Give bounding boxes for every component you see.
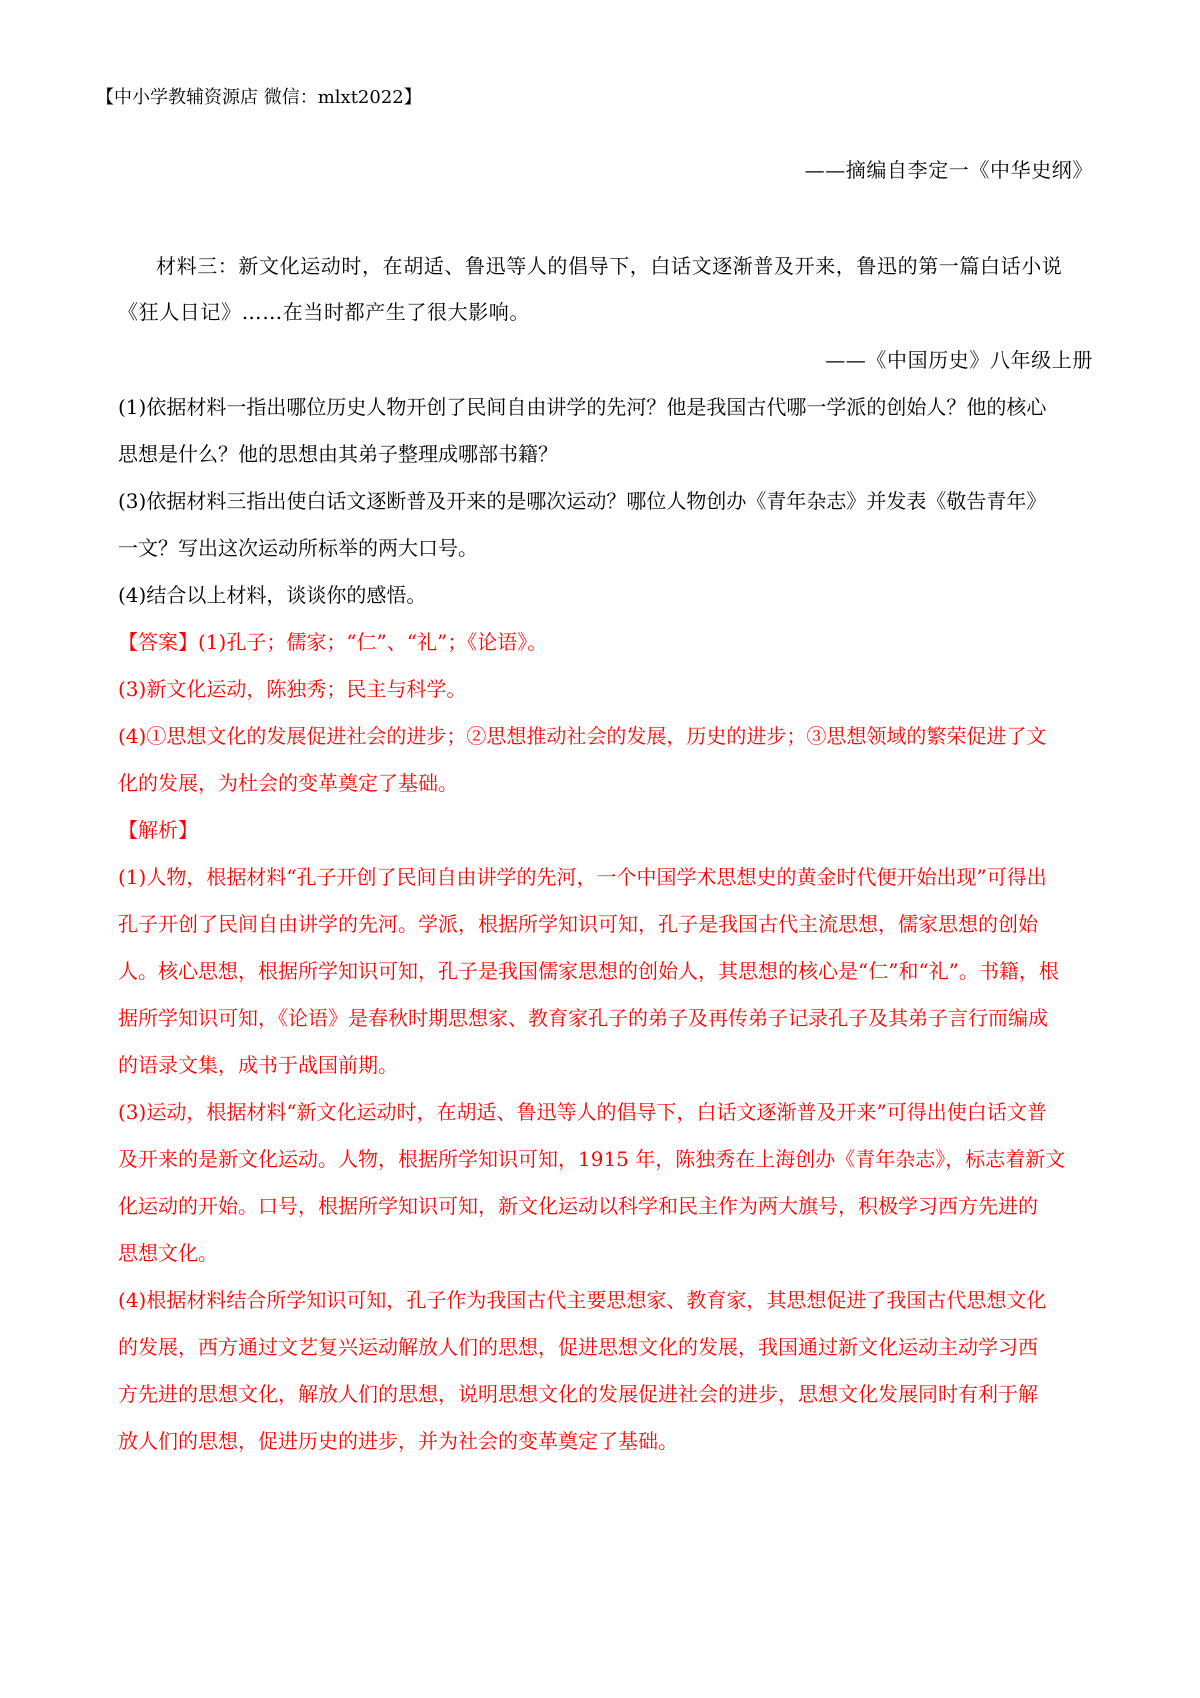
analysis-1: 据所学知识可知，《论语》是春秋时期思想家、教育家孔子的弟子及再传弟子记录孔子及其弟子言行而编成 [118, 1006, 1048, 1030]
analysis-1: 人。核心思想，根据所学知识可知，孔子是我国儒家思想的创始人，其思想的核心是“仁”和“礼”。书籍，根 [118, 959, 1059, 983]
material-three-text: 《狂人日记》……在当时都产生了很大影响。 [118, 300, 530, 324]
analysis-1: 孔子开创了民间自由讲学的先河。学派，根据所学知识可知，孔子是我国古代主流思想，儒家思想的创始 [118, 912, 1038, 936]
question-3: (3)依据材料三指出使白话文逐断普及开来的是哪次运动？哪位人物创办《青年杂志》并发表《敬告青年》 [118, 489, 1047, 513]
source-tag: 【中小学教辅资源店 微信：mlxt2022】 [96, 87, 422, 108]
question-1: 思想是什么？他的思想由其弟子整理成哪部书籍？ [118, 442, 558, 466]
analysis-4: (4)根据材料结合所学知识可知，孔子作为我国古代主要思想家、教育家，其思想促进了我国古代思想文化 [118, 1288, 1047, 1312]
analysis-3: 思想文化。 [118, 1241, 218, 1265]
analysis-3: 及开来的是新文化运动。人物，根据所学知识可知，1915 年，陈独秀在上海创办《青年杂志》，标志着新文 [118, 1147, 1066, 1171]
analysis-4: 放人们的思想，促进历史的进步，并为社会的变革奠定了基础。 [118, 1429, 678, 1453]
analysis-heading: 【解析】 [118, 818, 198, 842]
answer-3: (3)新文化运动，陈独秀；民主与科学。 [118, 677, 467, 701]
answer-1: 【答案】(1)孔子；儒家；“仁”、“礼”；《论语》。 [118, 630, 548, 654]
analysis-3: (3)运动，根据材料“新文化运动时，在胡适、鲁迅等人的倡导下，白话文逐渐普及开来”可得出使白话文普 [118, 1100, 1047, 1124]
analysis-1: 的语录文集，成书于战国前期。 [118, 1053, 398, 1077]
citation-material-two: ——摘编自李定一《中华史纲》 [804, 158, 1093, 182]
answer-4: (4)①思想文化的发展促进社会的进步；②思想推动社会的发展，历史的进步；③思想领域的繁荣促进了文 [118, 724, 1047, 748]
citation-material-three: ——《中国历史》八年级上册 [825, 348, 1093, 372]
analysis-4: 方先进的思想文化，解放人们的思想，说明思想文化的发展促进社会的进步，思想文化发展同时有利于解 [118, 1382, 1038, 1406]
analysis-1: (1)人物，根据材料“孔子开创了民间自由讲学的先河，一个中国学术思想史的黄金时代便开始出现”可得出 [118, 865, 1047, 889]
material-three-text: 材料三：新文化运动时，在胡适、鲁迅等人的倡导下，白话文逐渐普及开来，鲁迅的第一篇白话小说 [156, 254, 1063, 278]
analysis-4: 的发展，西方通过文艺复兴运动解放人们的思想，促进思想文化的发展，我国通过新文化运动主动学习西 [118, 1335, 1038, 1359]
question-4: (4)结合以上材料，谈谈你的感悟。 [118, 583, 427, 607]
question-3: 一文？写出这次运动所标举的两大口号。 [118, 536, 478, 560]
answer-4: 化的发展，为杜会的变革奠定了基础。 [118, 771, 458, 795]
analysis-3: 化运动的开始。口号，根据所学知识可知，新文化运动以科学和民主作为两大旗号，积极学习西方先进的 [118, 1194, 1038, 1218]
question-1: (1)依据材料一指出哪位历史人物开创了民间自由讲学的先河？他是我国古代哪一学派的创始人？他的核心 [118, 395, 1047, 419]
